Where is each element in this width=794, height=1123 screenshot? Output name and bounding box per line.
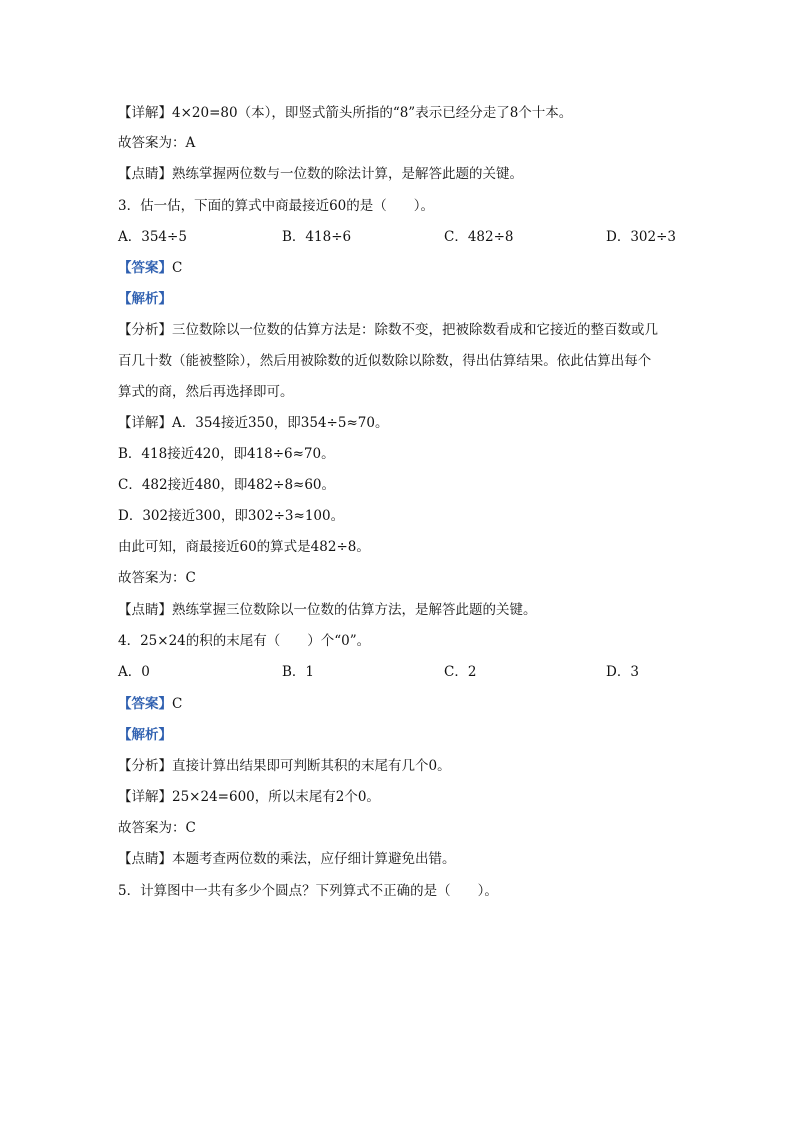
question-5: 5．计算图中一共有多少个圆点？下列算式不正确的是（ ）。: [118, 883, 498, 899]
q4-xj: 【详解】25×24=600，所以末尾有2个0。: [118, 789, 380, 805]
q3-option-b: B．418÷6: [282, 229, 352, 245]
q4-option-a: A．0: [118, 664, 150, 680]
tip-line: 【点睛】熟练掌握两位数与一位数的除法计算，是解答此题的关键。: [118, 166, 523, 182]
answer-label: 【答案】: [118, 696, 172, 712]
q3-fx-1: 【分析】三位数除以一位数的估算方法是：除数不变，把被除数看成和它接近的整百数或几: [118, 322, 658, 338]
q3-answer-conclusion: 故答案为：C: [118, 570, 196, 586]
q4-option-d: D．3: [606, 664, 639, 680]
q4-option-c: C．2: [444, 664, 477, 680]
q3-answer: [118, 259, 182, 277]
q4-option-b: B．1: [282, 664, 315, 680]
answer-value: C: [172, 696, 183, 712]
q3-option-c: C．482÷8: [444, 229, 514, 245]
q3-xj-3: C．482接近480，即482÷8≈60。: [118, 477, 336, 493]
q3-xj-4: D．302接近300，即302÷3≈100。: [118, 508, 345, 524]
q3-option-d: D．302÷3: [606, 229, 676, 245]
q3-xj-1: 【详解】A．354接近350，即354÷5≈70。: [118, 415, 389, 431]
q4-answer-conclusion: 故答案为：C: [118, 820, 196, 836]
answer-value: C: [172, 260, 183, 276]
answer-line: 故答案为：A: [118, 135, 196, 151]
q3-tip: 【点睛】熟练掌握三位数除以一位数的估算方法，是解答此题的关键。: [118, 602, 537, 618]
q3-xj-2: B．418接近420，即418÷6≈70。: [118, 446, 335, 462]
q3-fx-3: 算式的商，然后再选择即可。: [118, 384, 294, 400]
answer-label: 【答案】: [118, 260, 172, 276]
detail-line: 【详解】4×20=80（本），即竖式箭头所指的“8”表示已经分走了8个十本。: [118, 105, 573, 121]
q4-tip: 【点睛】本题考查两位数的乘法，应仔细计算避免出错。: [118, 851, 456, 867]
q3-option-a: A．354÷5: [118, 229, 187, 245]
q4-answer: [118, 695, 182, 713]
q3-xj-5: 由此可知，商最接近60的算式是482÷8。: [118, 539, 370, 555]
question-4: 4．25×24的积的末尾有（ ）个“0”。: [118, 633, 371, 649]
q4-analysis-label: 【解析】: [118, 727, 172, 743]
q3-fx-2: 百几十数（能被整除），然后用被除数的近似数除以除数，得出估算结果。依此估算出每个: [118, 353, 652, 369]
q4-fx: 【分析】直接计算出结果即可判断其积的末尾有几个0。: [118, 758, 451, 774]
question-3: 3．估一估，下面的算式中商最接近60的是（ ）。: [118, 198, 435, 214]
q3-analysis-label: 【解析】: [118, 291, 172, 307]
